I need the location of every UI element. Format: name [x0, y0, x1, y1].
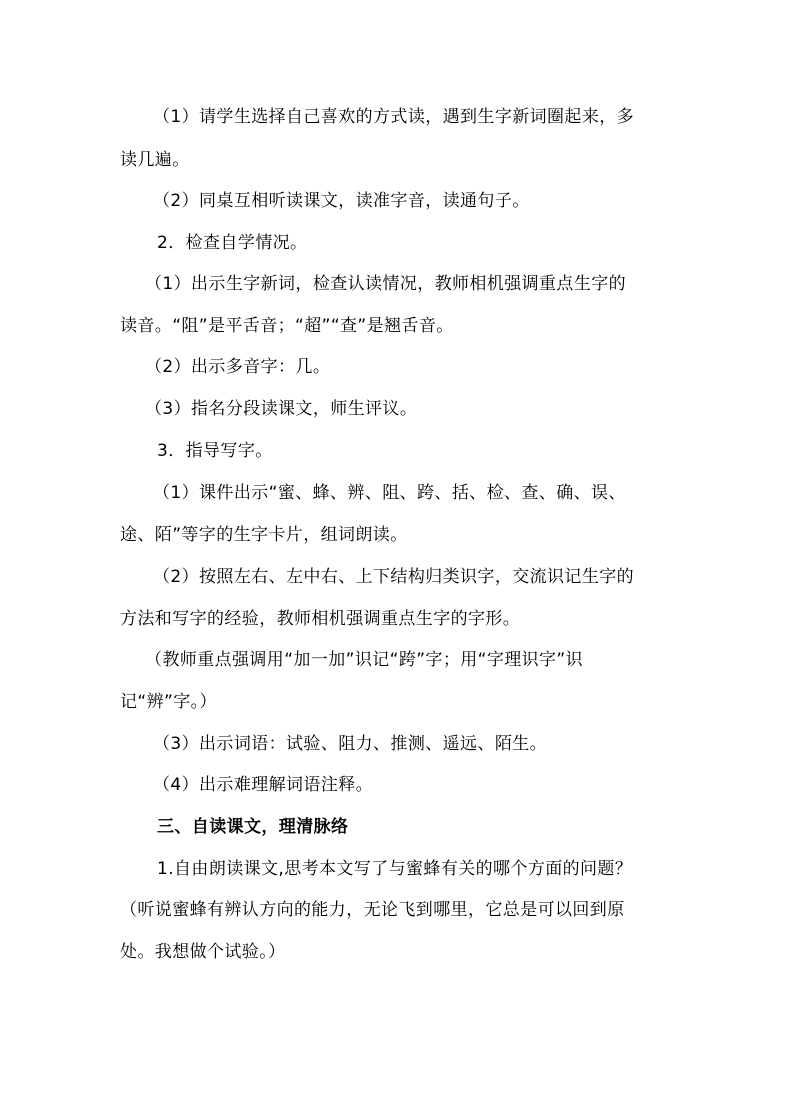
text-line: （3）指名分段读课文，师生评议。: [145, 399, 418, 419]
text-line: （2）按照左右、左中右、上下结构归类识字，交流识记生字的: [153, 567, 635, 587]
text-line: （听说蜜蜂有辨认方向的能力，无论飞到哪里，它总是可以回到原: [120, 900, 625, 920]
text-line: 读几遍。: [120, 150, 190, 170]
text-line: 途、陌”等字的生字卡片，组词朗读。: [120, 525, 408, 545]
text-line: （2）出示多音字：几。: [145, 357, 331, 377]
text-line: （4）出示难理解词语注释。: [153, 775, 374, 795]
text-line: （3）出示词语：试验、阻力、推测、遥远、陌生。: [153, 734, 548, 754]
text-line: 记“辨”字。）: [120, 692, 217, 712]
text-line: （2）同桌互相听读课文，读准字音，读通句子。: [153, 191, 530, 211]
text-line: 2．检查自学情况。: [157, 233, 308, 253]
text-line: （1）出示生字新词，检查认读情况，教师相机强调重点生字的: [145, 274, 627, 294]
text-line: 1.自由朗读课文,思考本文写了与蜜蜂有关的哪个方面的问题？: [157, 859, 633, 879]
text-line: 读音。“阻”是平舌音；“超”“查”是翘舌音。: [120, 316, 454, 336]
text-line: （教师重点强调用“加一加”识记“跨”字；用“字理识字”识: [145, 650, 584, 670]
text-line: 3．指导写字。: [157, 441, 273, 461]
text-line: 处。我想做个试验。）: [120, 942, 286, 962]
text-line: （1）请学生选择自己喜欢的方式读，遇到生字新词圈起来，多: [153, 107, 635, 127]
text-line: （1）课件出示“蜜、蜂、辨、阻、跨、括、检、查、确、误、: [153, 483, 626, 503]
text-line: 方法和写字的经验，教师相机强调重点生字的字形。: [120, 609, 521, 629]
section-heading: 三、自读课文，理清脉络: [157, 817, 349, 837]
